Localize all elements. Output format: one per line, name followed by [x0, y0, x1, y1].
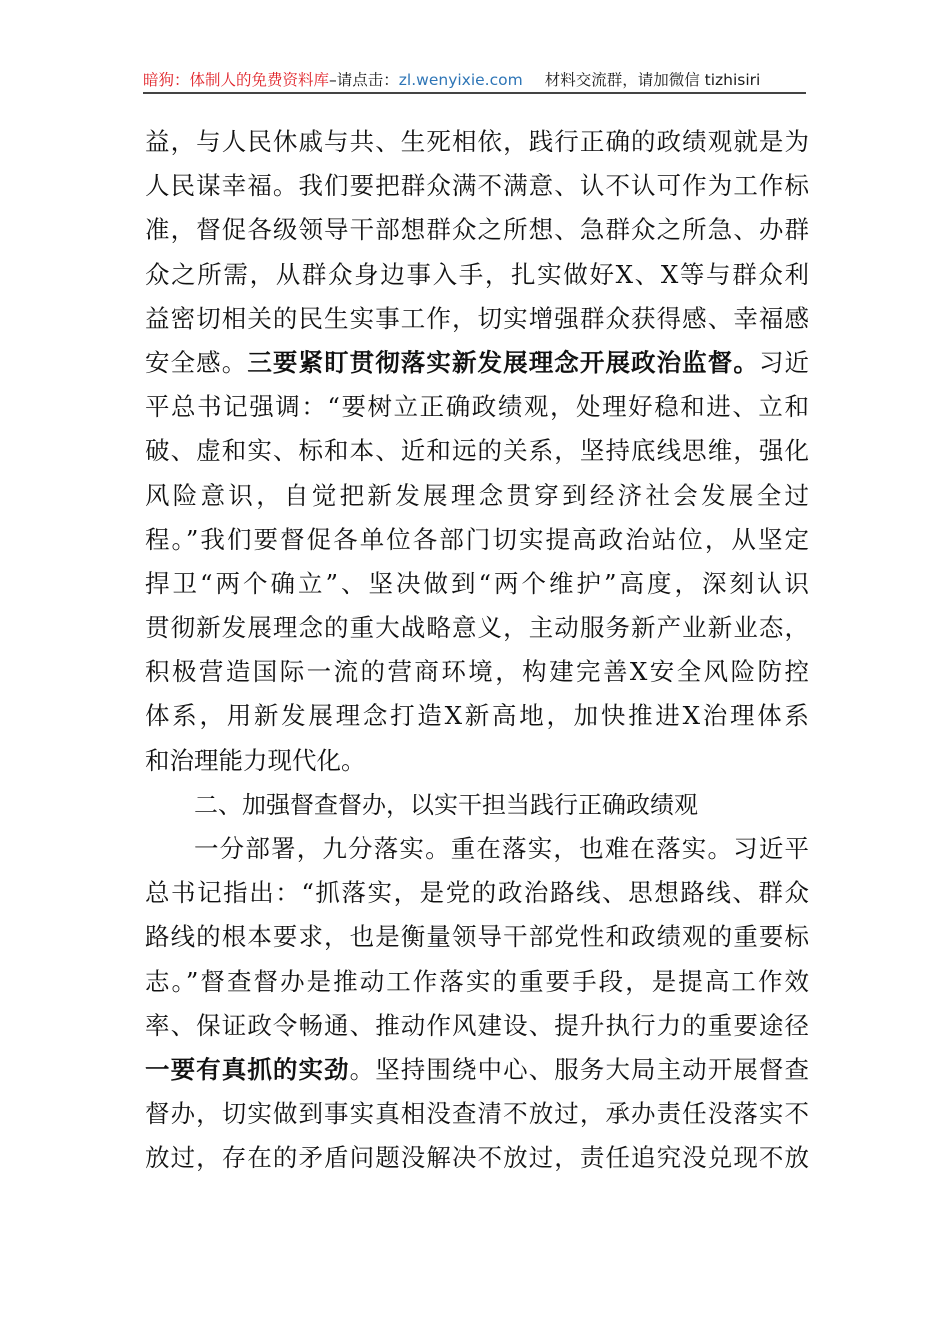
text-line: 贯彻新发展理念的重大战略意义，主动服务新产业新业态， — [145, 613, 809, 643]
text-line: 平总书记强调：“要树立正确政绩观，处理好稳和进、立和 — [145, 392, 809, 422]
text-line — [145, 1048, 809, 1092]
site-url-link[interactable]: zl.wenyixie.com — [398, 71, 523, 89]
text-line: 和治理能力现代化。 — [145, 745, 366, 775]
text-line: 破、虚和实、标和本、近和远的关系，坚持底线思维，强化 — [145, 436, 809, 466]
text-line: 程。”我们要督促各单位各部门切实提高政治站位，从坚定 — [145, 524, 809, 554]
text-line: 路线的根本要求，也是衡量领导干部党性和政绩观的重要标 — [145, 922, 809, 952]
text-line: 督办，切实做到事实真相没查清不放过，承办责任没落实不 — [145, 1099, 809, 1129]
text-line: 捍卫“两个确立”、坚决做到“两个维护”高度，深刻认识 — [145, 568, 809, 598]
document-body — [145, 120, 809, 1181]
site-label: 暗狗：体制人的免费资料库 — [143, 71, 330, 89]
text-line: 积极营造国际一流的营商环境，构建完善X安全风险防控 — [145, 657, 809, 687]
text-line: 一分部署，九分落实。重在落实，也难在落实。习近平 — [194, 834, 809, 863]
click-prompt: –请点击： — [329, 71, 399, 89]
text-line: 人民谋幸福。我们要把群众满不满意、认不认可作为工作标 — [145, 171, 809, 201]
text-line: 众之所需，从群众身边事入手，扎实做好X、X等与群众利 — [145, 259, 809, 289]
text-line: 益密切相关的民生实事工作，切实增强群众获得感、幸福感 — [145, 303, 809, 333]
text-line: 风险意识，自觉把新发展理念贯穿到经济社会发展全过 — [145, 480, 809, 510]
bold-point-heading: 一要有真抓的实劲 — [145, 1054, 350, 1084]
section-heading: 二、加强督查督办，以实干担当践行正确政绩观 — [194, 790, 698, 819]
bold-point-heading: 三要紧盯贯彻落实新发展理念开展政治监督。 — [247, 347, 759, 377]
text-line: 准，督促各级领导干部想群众之所想、急群众之所急、办群 — [145, 215, 809, 245]
wechat-note: 材料交流群，请加微信 tizhisiri — [544, 71, 761, 89]
text-line — [145, 341, 809, 385]
page-header — [143, 68, 806, 92]
text-line: 率、保证政令畅通、推动作风建设、提升执行力的重要途径 — [145, 1010, 809, 1040]
text-line: 放过，存在的矛盾问题没解决不放过，责任追究没兑现不放 — [145, 1143, 809, 1173]
header-divider — [143, 92, 806, 94]
text-run: 习近 — [758, 347, 810, 377]
text-line: 益，与人民休戚与共、生死相依，践行正确的政绩观就是为 — [145, 127, 809, 156]
text-line: 总书记指出：“抓落实，是党的政治路线、思想路线、群众 — [145, 878, 809, 908]
text-line: 志。”督查督办是推动工作落实的重要手段，是提高工作效 — [145, 966, 809, 996]
text-run: 安全感。 — [145, 347, 248, 377]
text-run: 。坚持围绕中心、服务大局主动开展督查 — [349, 1054, 809, 1084]
text-line: 体系，用新发展理念打造X新高地，加快推进X治理体系 — [145, 701, 809, 731]
